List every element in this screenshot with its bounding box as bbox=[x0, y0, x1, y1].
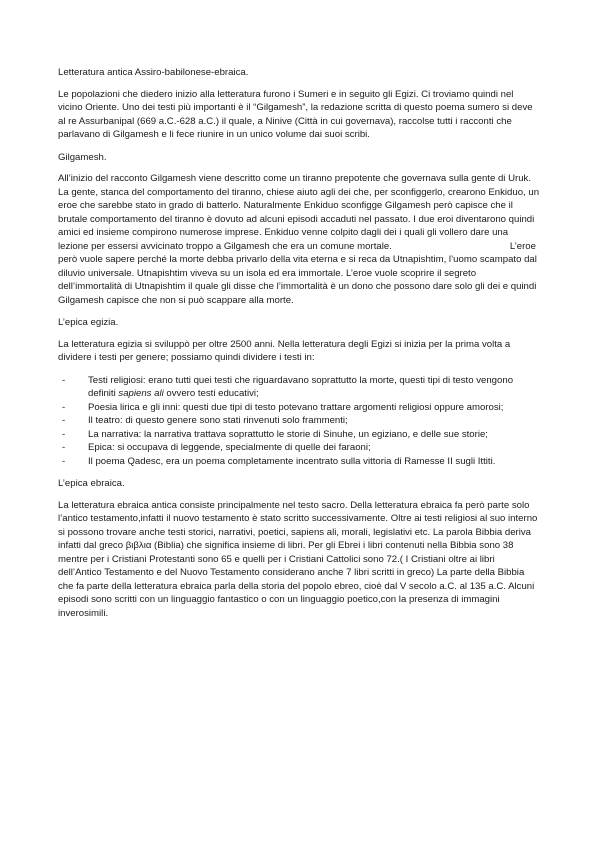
ebraica-heading: L’epica ebraica. bbox=[58, 478, 125, 489]
list-item: - Poesia lirica e gli inni: questi due tipi di testo potevano trattare argomenti religiosi oppure amorosi; bbox=[62, 401, 504, 413]
genre-list bbox=[58, 374, 540, 469]
gilgamesh-heading: Gilgamesh. bbox=[58, 151, 107, 163]
list-item: - Epica: si occupava di leggende, specialmente di quelle dei faraoni; bbox=[62, 442, 371, 453]
ebraica-paragraph: La letteratura ebraica antica consiste principalmente nel testo sacro. Della letteratura ebraica fa però parte solo l’antico testamento,infatti il nuovo testamento è stato scritto successivamente. Oltre ai testi religiosi al suo interno si possono trovare anche testi storici, narrativi, poetici, sapiens ali, morali, legislativi etc. La parola Bibbia deriva infatti dal greco βιβλια (Biblia) che significa insieme di libri. Per gli Ebrei i libri contenuti nella Bibbia sono 38 mentre per i Cristiani Protestanti sono 65 e quelli per i Cristiani Cattolici sono 72.( I Cristiani oltre ai libri dell’Antico Testamento e del Nuovo Testamento considerano anche 7 libri scritti in greco) La parte della Bibbia che fa parte della letteratura ebraica parla della storia del popolo ebreo, cioè dal V secolo a.C. al 135 a.C. Alcuni episodi sono scritti con un linguaggio fantastico o con un linguaggio poetico,con la presenza di immagini inverosimili. bbox=[58, 499, 538, 619]
dash-bullet: - bbox=[62, 415, 66, 426]
dash-bullet: - bbox=[62, 455, 66, 467]
list-item: - Il teatro: di questo genere sono stati rinvenuti solo frammenti; bbox=[62, 415, 348, 426]
dash-bullet: - bbox=[62, 401, 66, 413]
dash-bullet: - bbox=[62, 374, 66, 386]
list-item: - Testi religiosi: erano tutti quei testi che riguardavano soprattutto la morte, questi tipi di testo vengono definiti sapiens ali ovvero testi educativi; bbox=[62, 374, 514, 399]
gilgamesh-text-a: All’inizio del racconto Gilgamesh viene descritto come un tiranno prepotente che governava sulla gente di Uruk. La gente, stanca del comportamento del tiranno, chiese aiuto agli dei che, per sconfiggerlo, crearono Enkiduo, un eroe che sarebbe stato in grado di batterlo. Naturalmente Enkiduo sconfigge Gilgamesh però capisce che il brutale comportamento del tiranno è dovuto ad alcuni episodi accaduti nel passato. I due eroi diventarono quindi amici ed insieme compirono numerose imprese. Enkiduo venne colpito dagli dei i quali gli vollero dare una lezione per essersi avvicinato troppo a Gilgamesh che era un comune mortale. bbox=[58, 173, 540, 252]
gilgamesh-paragraph bbox=[58, 172, 540, 307]
list-item: - Il poema Qadesc, era un poema completamente incentrato sulla vittoria di Ramesse II sugli Ittiti. bbox=[62, 455, 496, 467]
gilgamesh-text-b: L’eroe però vuole sapere perché la morte debba privarlo della vita eterna e si reca da Utnapishtim, l’uomo scampato dal diluvio universale. Utnapishtim viveva su un isola ed era immortale. L’eroe vuole scoprire il segreto dell’immortalità di Utnapishtim il quale gli disse che l’immortalità è un dono che possono dare solo gli dei e quindi Gilgamesh capisce che non si può scappare alla morte. bbox=[58, 240, 537, 306]
dash-bullet: - bbox=[62, 442, 66, 453]
list-item: - La narrativa: la narrativa trattava soprattutto le storie di Sinuhe, un egiziano, e delle sue storie; bbox=[62, 428, 488, 440]
intro-paragraph: Le popolazioni che diedero inizio alla letteratura furono i Sumeri e in seguito gli Egizi. Ci troviamo quindi nel vicino Oriente. Uno dei testi più importanti è il “Gilgamesh”, la redazione scritta di questo poema sumero si deve al re Assurbanipal (669 a.C.-628 a.C.) il quale, a Ninive (Città in cui governava), raccolse tutti i racconti che parlavano di Gilgamesh e li fece riunire in un unico volume dai suoi scribi. bbox=[58, 88, 533, 140]
document-title: Letteratura antica Assiro-babilonese-ebraica. bbox=[58, 67, 249, 78]
dash-bullet: - bbox=[62, 428, 66, 440]
egizia-heading: L’epica egizia. bbox=[58, 317, 119, 328]
egizia-paragraph: La letteratura egizia si sviluppò per oltre 2500 anni. Nella letteratura degli Egizi si inizia per la prima volta a dividere i testi per genere; possiamo quindi dividere i testi in: bbox=[58, 338, 511, 363]
emphasis-text: sapiens ali bbox=[118, 388, 164, 399]
